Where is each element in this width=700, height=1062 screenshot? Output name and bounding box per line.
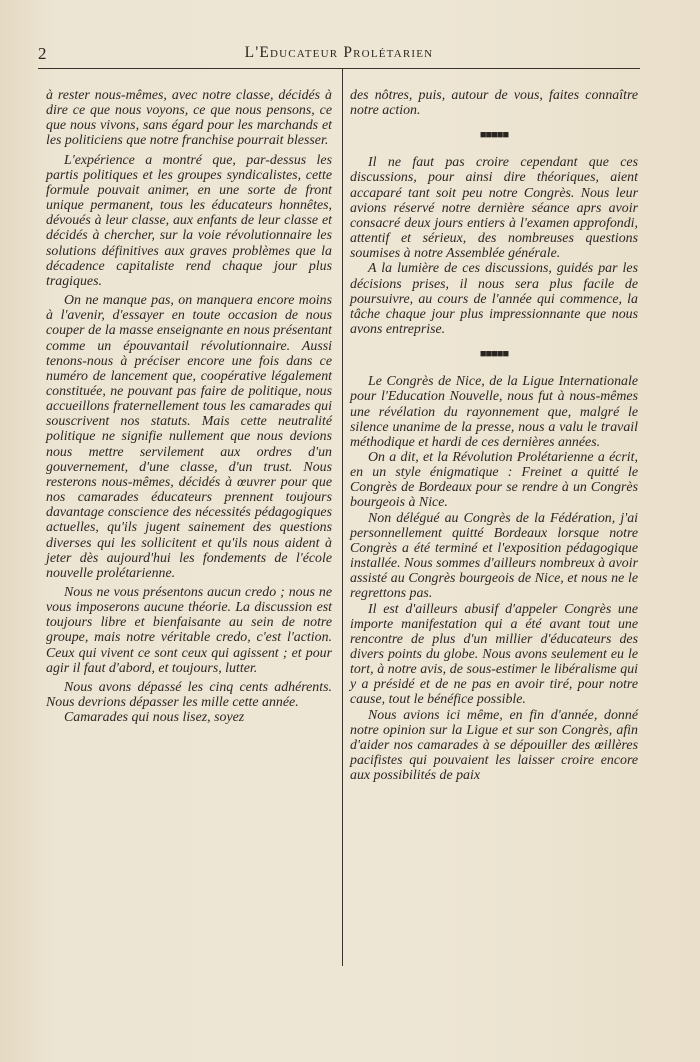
paragraph: Nous ne vous présentons aucun credo ; nous ne vous imposerons aucune théorie. La discussion est toujours libre et bienfaisante au sein de notre groupe, mais notre véritable credo, c'est l'action. Ceux qui vivent ce sont ceux qui agissent ; et pour agir il faut d'abord, et toujours, lutter.: [46, 585, 332, 676]
paragraph: Il est d'ailleurs abusif d'appeler Congrès une importe manifestation qui a été avant tout une rencontre de plus d'un millier d'éducateurs des divers points du globe. Nous avons seulement eu le tort, à notre avis, de sous-estimer le libéralisme qui y a présidé et de ne pas en avoir tiré, pour notre cause, tout le bénéfice possible.: [350, 601, 638, 708]
paragraph: A la lumière de ces discussions, guidés par les décisions prises, il nous sera plus facile de poursuivre, au cours de l'année qui commence, la tâche chaque jour plus impressionnante que nous avons entreprise.: [350, 261, 638, 338]
paragraph: Nous avions ici même, en fin d'année, donné notre opinion sur la Ligue et sur son Congrès, afin d'aider nos camarades à se dépouiller des œillères pacifistes qui pouvaient les laisser croire encore aux possibilités de paix: [350, 707, 638, 784]
paragraph: On ne manque pas, on manquera encore moins à l'avenir, d'essayer en toute occasion de nous couper de la masse enseignante en nous présentant comme un épouvantail révolutionnaire. Aussi tenons-nous à préciser encore une fois dans ce numéro de lancement que, coopérative légalement constituée, ne pouvant pas faire de politique, nous accueillons fraternellement tous les camarades qui souscrivent nos statuts. Mais cette neutralité politique ne signifie nullement que nous devions nous mettre servilement aux ordres d'un gouvernement, d'une classe, d'un trust. Nous resterons nous-mêmes, décidés à œuvrer pour que nos camarades éducateurs prennent toujours davantage conscience des nécessités pédagogiques actuelles, qu'ils jugent sainement des questions diverses qui les sollicitent et qu'ils nous aident à jeter dès aujourd'hui les fondements de l'école nouvelle prolétarienne.: [46, 293, 332, 581]
paragraph: Non délégué au Congrès de la Fédération, j'ai personnellement quitté Bordeaux lorsque notre Congrès a été terminé et l'exposition pédagogique installée. Nous sommes d'ailleurs nombreux à avoir assisté au Congrès bourgeois de Nice, et nous ne le regrettons pas.: [350, 510, 638, 602]
paragraph: Le Congrès de Nice, de la Ligue Internationale pour l'Education Nouvelle, nous fut à nous-mêmes une révélation du rayonnement que, malgré le silence unanime de la presse, nous a valu le travail méthodique et hardi de ces dernières années.: [350, 374, 638, 450]
page-number: 2: [38, 44, 47, 63]
paragraph: On a dit, et la Révolution Prolétarienne a écrit, en un style énigmatique : Freinet a quitté le Congrès de Bordeaux pour se rendre à un Congrès bourgeois à Nice.: [350, 449, 638, 511]
paragraph: Nous avons dépassé les cinq cents adhérents. Nous devrions dépasser les mille cette année.: [46, 679, 332, 711]
paragraph: Camarades qui nous lisez, soyez: [64, 710, 245, 726]
column-divider: [342, 68, 343, 966]
left-column: [46, 88, 332, 725]
section-separator: ■■■■■: [479, 129, 509, 142]
paragraph: des nôtres, puis, autour de vous, faites connaître notre action.: [350, 88, 638, 119]
right-column: [350, 88, 638, 783]
journal-title: L'Educateur Prolétarien: [244, 44, 434, 61]
paragraph: Il ne faut pas croire cependant que ces discussions, pour ainsi dire théoriques, aient accaparé tant soit peu notre Congrès. Nous leur avions réservé notre dernière séance aprs avoir consacré deux jours entiers à l'examen approfondi, attentif et sérieux, des nombreuses questions soumises à notre Assemblée générale.: [350, 155, 638, 262]
paragraph: L'expérience a montré que, par-dessus les partis politiques et les groupes syndicalistes, cette formule pouvait animer, en une sorte de front unique permanent, tous les éducateurs honnêtes, dévoués à leur classe, aux enfants de leur classe et décidés à chercher, sur la voie révolutionnaire les solutions définitives aux graves problèmes que la décadence capitaliste rend chaque jour plus tragiques.: [46, 152, 332, 289]
section-separator: ■■■■■: [479, 348, 509, 361]
page-header: [38, 42, 640, 69]
paragraph: à rester nous-mêmes, avec notre classe, décidés à dire ce que nous voyons, ce que nous pensons, ce que nous vivons, sans égard pour les marchands et les politiciens que notre franchise pourrait blesser.: [46, 88, 332, 149]
